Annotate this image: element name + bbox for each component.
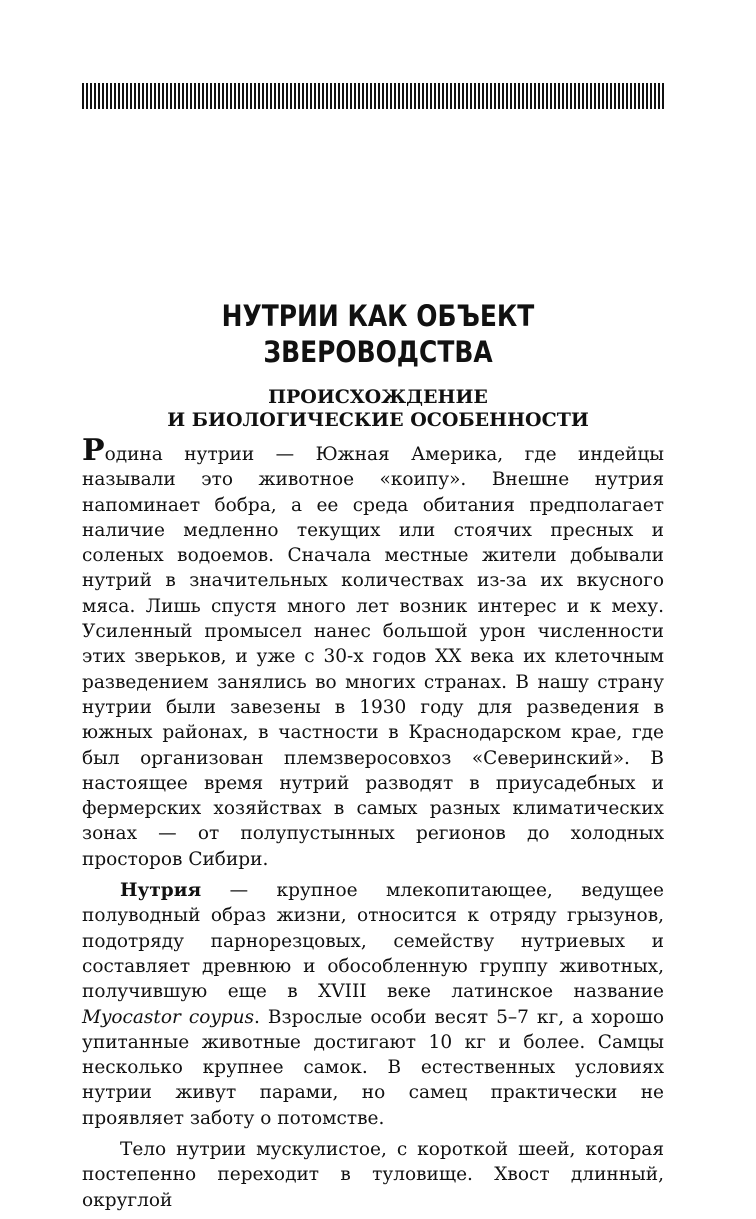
- decorative-header-rule: [82, 83, 665, 109]
- paragraph-2-text-a: — крупное млекопитающее, ведущее полуводный образ жизни, относится к отряду грызунов, подотряду парнорезцовых, семейству нутриевых и составляет древнюю и обособленную группу животных, получившую еще в XVIII веке латинское название: [82, 880, 664, 1003]
- paragraph-1: [82, 433, 664, 872]
- paragraph-2: [82, 878, 664, 1131]
- paragraph-3: Тело нутрии мускулистое, с короткой шеей, которая постепенно переходит в туловище. Хвост длинный, округлой: [82, 1139, 664, 1211]
- chapter-title-line-1: НУТРИИ КАК ОБЪЕКТ: [221, 299, 535, 333]
- paragraph-1-text: одина нутрии — Южная Америка, где индейцы называли это животное «коипу». Внешне нутрия напоминает бобра, а ее среда обитания предполагает наличие медленно текущих или стоячих пресных и соленых водоемов. Сначала местные жители добывали нутрий в значительных количествах из-за их вкусного мяса. Лишь спустя много лет возник интерес и к меху. Усиленный промысел нанес большой урон численности этих зверьков, и уже с 30-х годов XX века их клеточным разведением занялись во многих странах. В нашу страну нутрии были завезены в 1930 году для разведения в южных районах, в частности в Краснодарском крае, где был организован племзверосовхоз «Северинский». В настоящее время нутрий разводят в приусадебных и фермерских хозяйствах в самых разных климатических зонах — от полупустынных регионов до холодных просторов Сибири.: [82, 444, 664, 870]
- body-text: [82, 433, 664, 1219]
- section-subtitle-line-2: И БИОЛОГИЧЕСКИЕ ОСОБЕННОСТИ: [167, 409, 589, 431]
- drop-cap: Р: [82, 433, 105, 468]
- term-nutria: Нутрия: [120, 880, 202, 902]
- paragraph-2-text-b: . Взрослые особи весят 5–7 кг, а хорошо упитанные животные достигают 10 кг и более. Самцы несколько крупнее самок. В естественных условиях нутрии живут парами, но самец практически не проявляет заботу о потомстве.: [82, 1006, 664, 1129]
- chapter-title-line-2: ЗВЕРОВОДСТВА: [263, 335, 493, 369]
- section-subtitle-line-1: ПРОИСХОЖДЕНИЕ: [268, 386, 488, 408]
- latin-name: Myocastor coypus: [82, 1006, 255, 1028]
